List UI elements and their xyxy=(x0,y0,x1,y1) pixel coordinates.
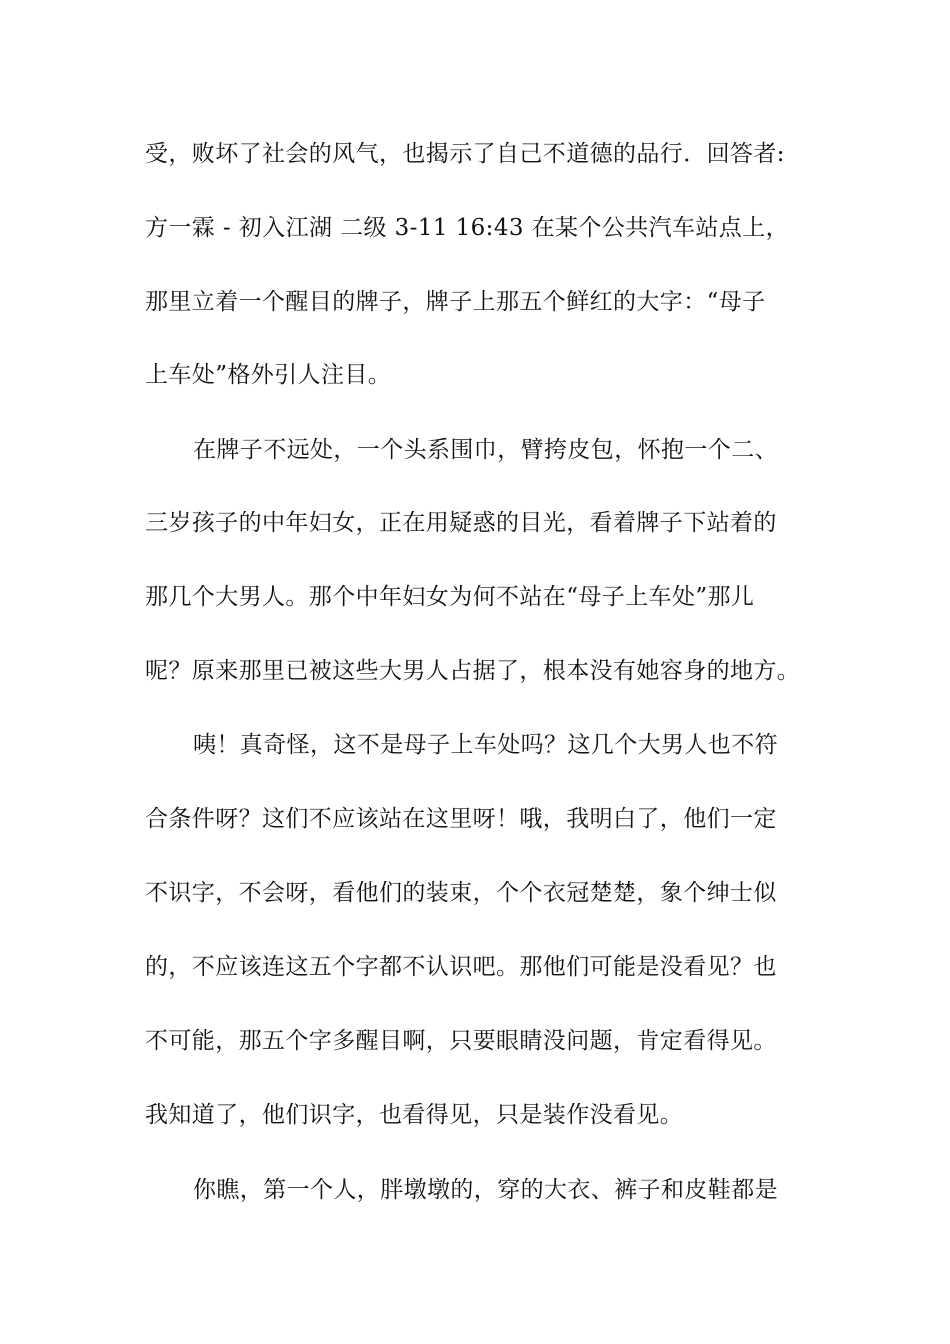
paragraph-start-line: 你瞧，第一个人，胖墩墩的，穿的大衣、裤子和皮鞋都是 xyxy=(193,1177,778,1203)
text-line: 的，不应该连这五个字都不认识吧。那他们可能是没看见？也 xyxy=(145,954,777,980)
text-line: 三岁孩子的中年妇女，正在用疑惑的目光，看着牌子下站着的 xyxy=(145,510,777,536)
text-line: 受，败坏了社会的风气，也揭示了自己不道德的品行．回答者: xyxy=(145,141,785,167)
text-line: 不识字，不会呀，看他们的装束，个个衣冠楚楚，象个绅士似 xyxy=(145,880,777,906)
text-line: 不可能，那五个字多醒目啊，只要眼睛没问题，肯定看得见。 xyxy=(145,1028,777,1054)
paragraph-start-line: 咦！真奇怪，这不是母子上车处吗？这几个大男人也不符 xyxy=(193,732,778,758)
paragraph-start-line: 在牌子不远处，一个头系围巾，臂挎皮包，怀抱一个二、 xyxy=(193,437,778,463)
text-line: 我知道了，他们识字，也看得见，只是装作没看见。 xyxy=(145,1102,684,1128)
text-line: 那里立着一个醒目的牌子，牌子上那五个鲜红的大字：“母子 xyxy=(145,289,766,315)
text-line: 上车处”格外引人注目。 xyxy=(145,362,392,388)
text-line: 方一霖 - 初入江湖 二级 3-11 16:43 在某个公共汽车站点上， xyxy=(145,215,789,241)
text-line: 那几个大男人。那个中年妇女为何不站在“母子上车处”那儿 xyxy=(145,584,755,610)
text-line: 合条件呀？这们不应该站在这里呀！哦，我明白了，他们一定 xyxy=(145,806,777,832)
text-line: 呢？原来那里已被这些大男人占据了，根本没有她容身的地方。 xyxy=(145,658,801,684)
